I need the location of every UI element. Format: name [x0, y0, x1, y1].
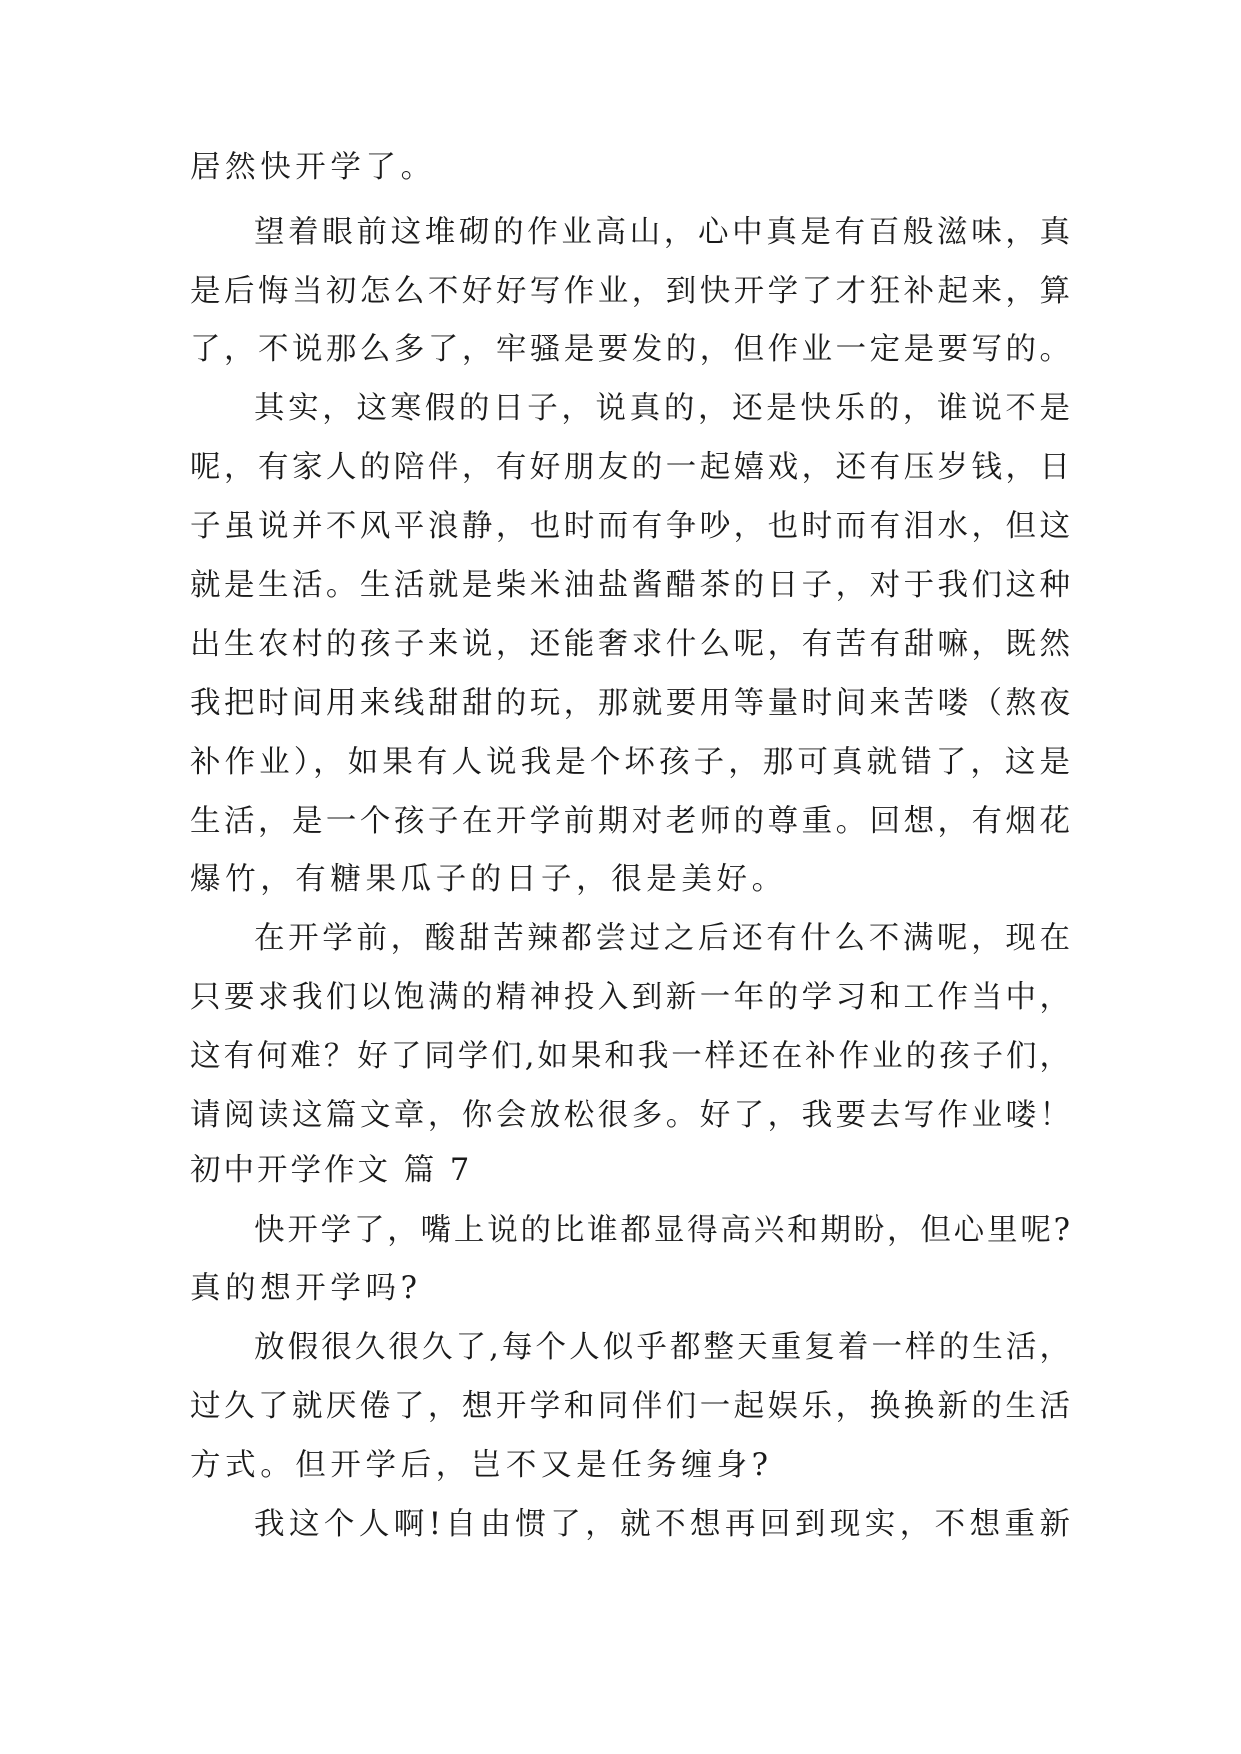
text-line: 是后悔当初怎么不好好写作业，到快开学了才狂补起来，算 — [190, 274, 1070, 309]
text-line: 这有何难？好了同学们,如果和我一样还在补作业的孩子们， — [190, 1039, 1070, 1074]
text-line: 居然快开学了。 — [190, 150, 436, 185]
text-line: 补作业），如果有人说我是个坏孩子，那可真就错了，这是 — [190, 745, 1070, 780]
text-line: 爆竹，有糖果瓜子的日子，很是美好。 — [190, 862, 787, 897]
text-line: 过久了就厌倦了，想开学和同伴们一起娱乐，换换新的生活 — [190, 1389, 1070, 1424]
paragraph-start-line: 其实，这寒假的日子，说真的，还是快乐的，谁说不是 — [254, 391, 1070, 426]
paragraph-start-line: 放假很久很久了,每个人似乎都整天重复着一样的生活， — [254, 1330, 1070, 1365]
text-line: 方式。但开学后，岂不又是任务缠身? — [190, 1448, 773, 1483]
text-line: 真的想开学吗? — [190, 1271, 422, 1306]
text-line: 请阅读这篇文章，你会放松很多。好了，我要去写作业喽！ — [190, 1098, 1070, 1133]
text-line: 我把时间用来线甜甜的玩，那就要用等量时间来苦喽（熬夜 — [190, 686, 1070, 721]
paragraph-start-line: 快开学了，嘴上说的比谁都显得高兴和期盼，但心里呢? — [254, 1213, 1070, 1248]
text-line: 生活，是一个孩子在开学前期对老师的尊重。回想，有烟花 — [190, 804, 1070, 839]
text-line: 就是生活。生活就是柴米油盐酱醋茶的日子，对于我们这种 — [190, 568, 1070, 603]
section-heading: 初中开学作文 篇 7 — [190, 1153, 473, 1188]
paragraph-start-line: 我这个人啊!自由惯了，就不想再回到现实，不想重新 — [254, 1507, 1070, 1542]
text-line: 只要求我们以饱满的精神投入到新一年的学习和工作当中， — [190, 980, 1070, 1015]
text-line: 呢，有家人的陪伴，有好朋友的一起嬉戏，还有压岁钱，日 — [190, 450, 1070, 485]
text-line: 了，不说那么多了，牢骚是要发的，但作业一定是要写的。 — [190, 332, 1070, 367]
text-line: 出生农村的孩子来说，还能奢求什么呢，有苦有甜嘛，既然 — [190, 627, 1070, 662]
paragraph-start-line: 在开学前，酸甜苦辣都尝过之后还有什么不满呢，现在 — [254, 921, 1070, 956]
paragraph-start-line: 望着眼前这堆砌的作业高山，心中真是有百般滋味，真 — [254, 215, 1070, 250]
text-line: 子虽说并不风平浪静，也时而有争吵，也时而有泪水，但这 — [190, 509, 1070, 544]
